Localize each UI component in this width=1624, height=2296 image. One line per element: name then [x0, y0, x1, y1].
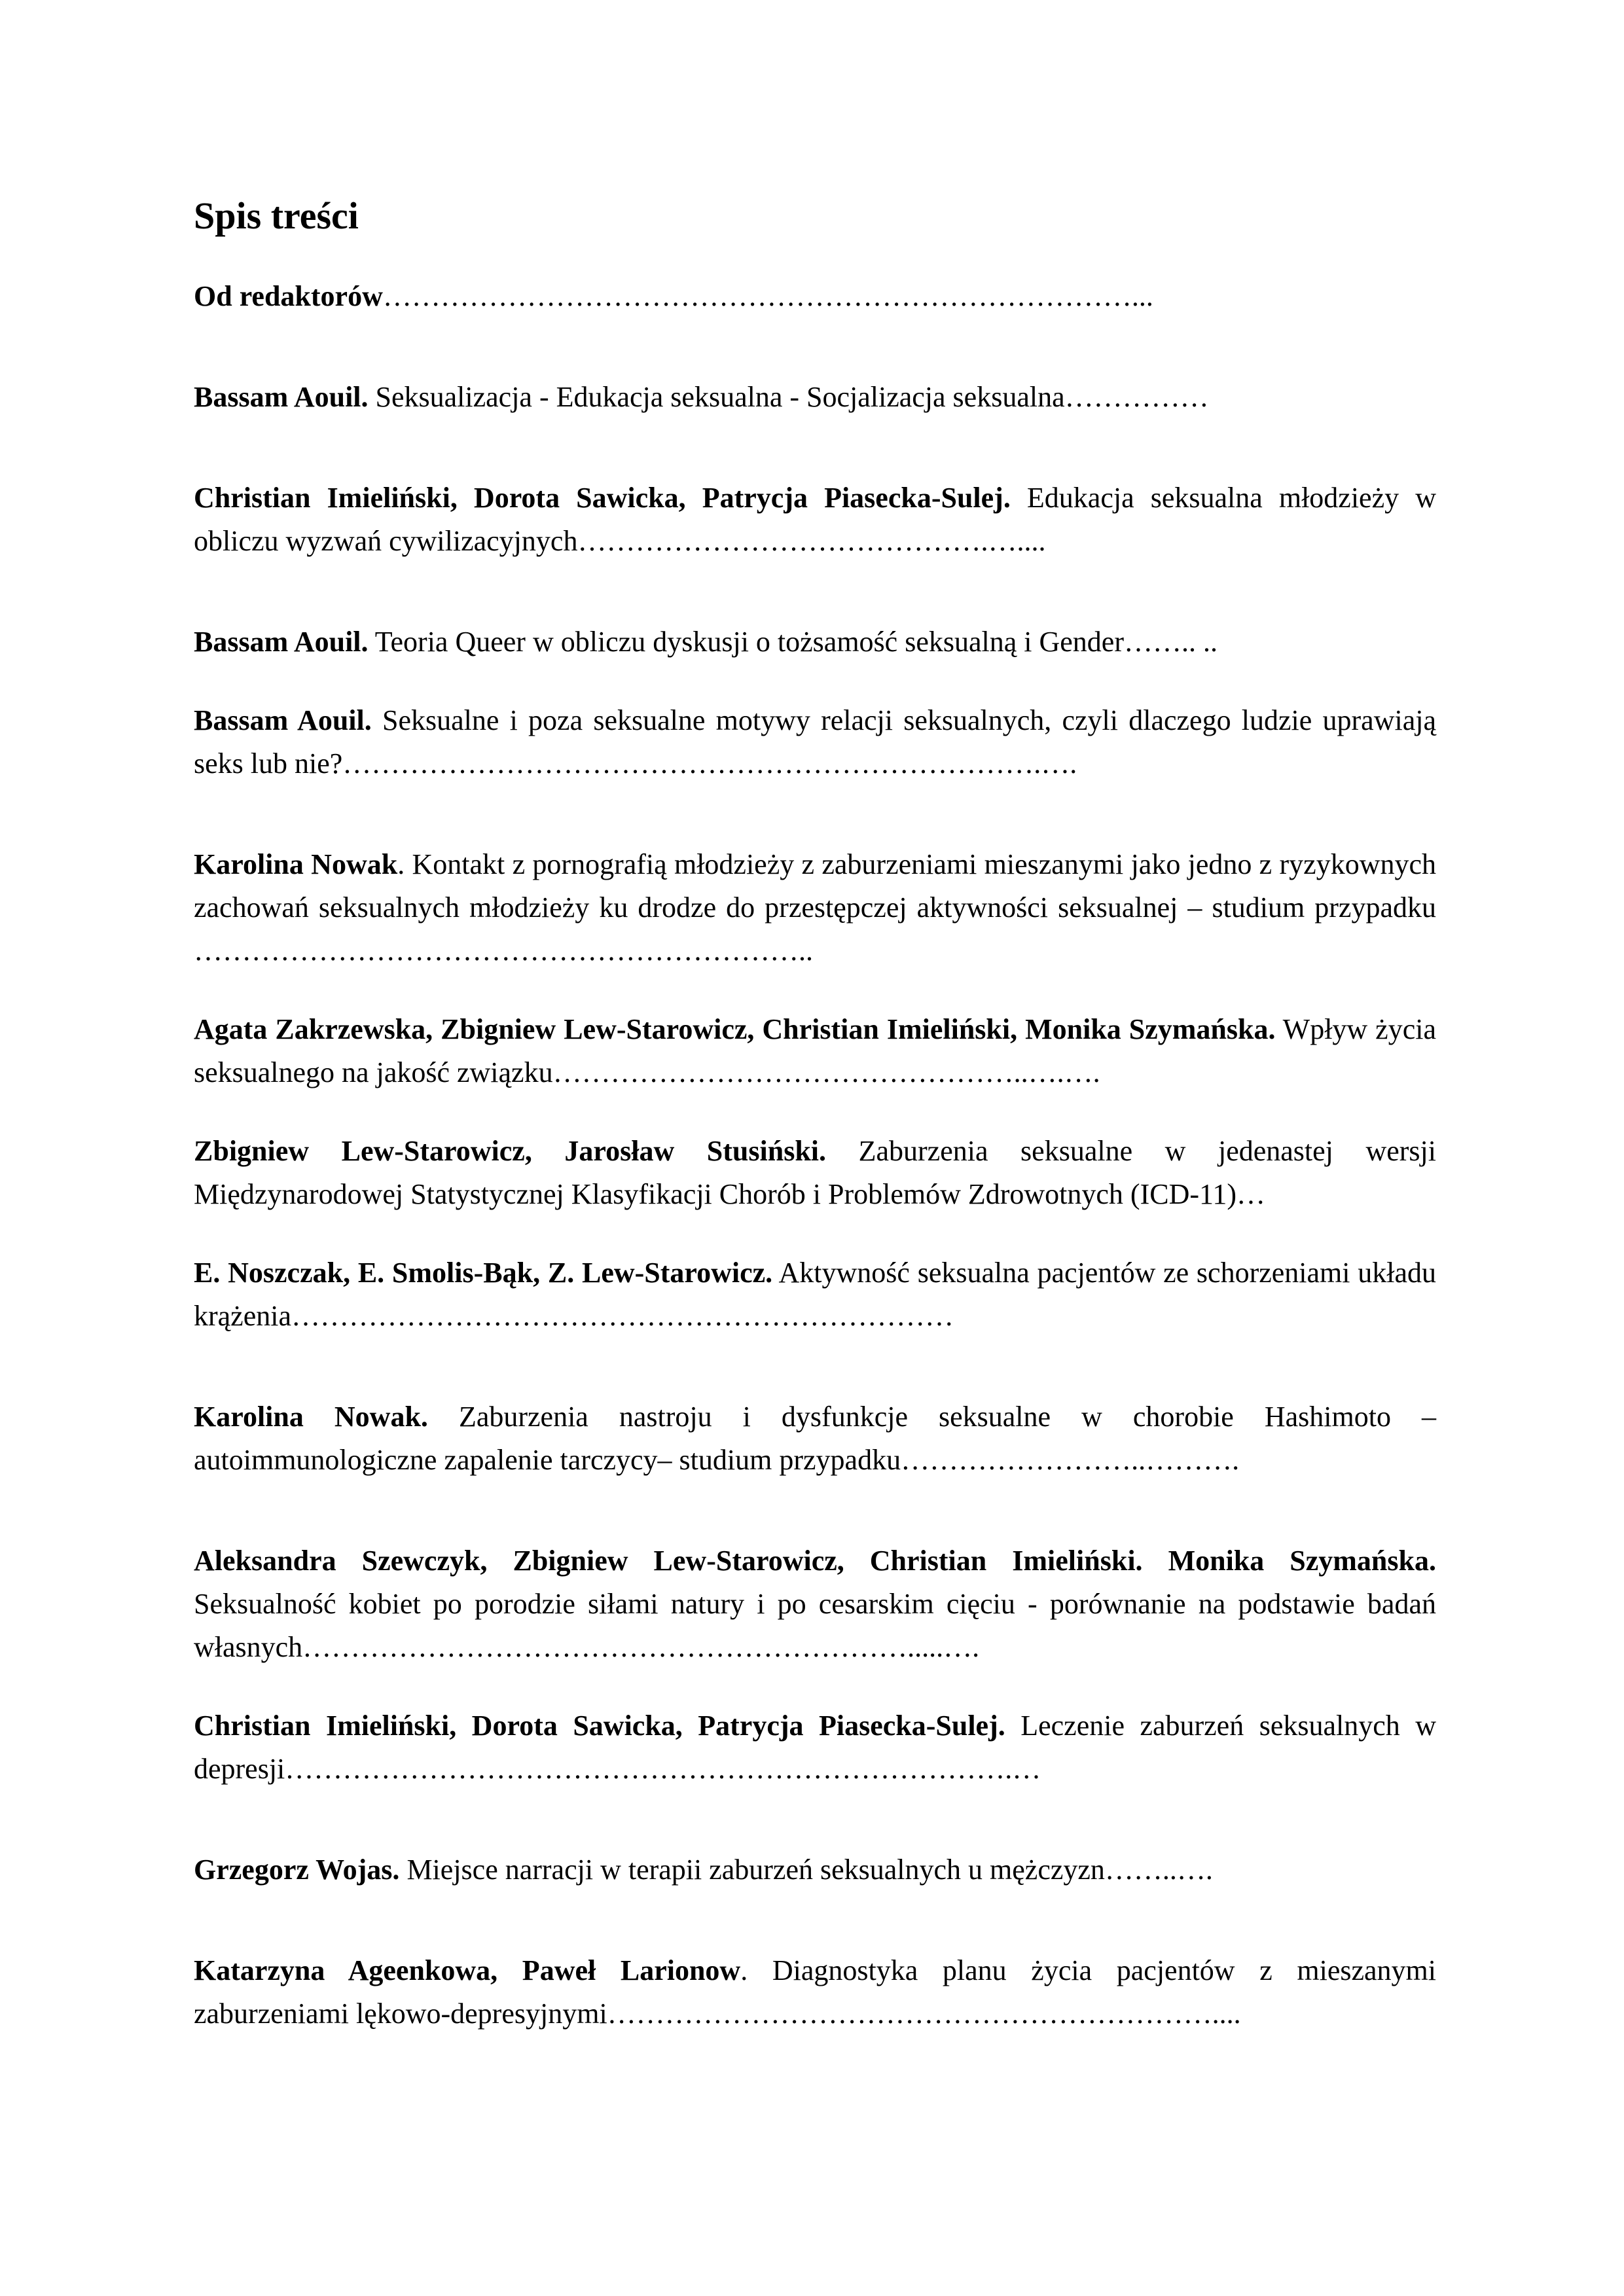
- toc-entry: [194, 620, 1436, 664]
- toc-entry-title: Leczenie zaburzeń seksualnych w depresji………………………………………………………………….…: [194, 1710, 1436, 1785]
- toc-entry: [194, 1539, 1436, 1669]
- toc-entry: [194, 699, 1436, 785]
- toc-entry-authors: Karolina Nowak.: [194, 1401, 428, 1433]
- toc-entry-authors: Bassam Aouil.: [194, 704, 372, 736]
- toc-entry-title: Seksualizacja - Edukacja seksualna - Socjalizacja seksualna……………: [368, 381, 1209, 413]
- toc-entry-authors: Katarzyna Ageenkowa, Paweł Larionow: [194, 1954, 741, 1986]
- toc-entry-authors: Christian Imieliński, Dorota Sawicka, Patrycja Piasecka-Sulej.: [194, 482, 1011, 514]
- page-title: Spis treści: [194, 194, 359, 237]
- toc-entry-authors: Agata Zakrzewska, Zbigniew Lew-Starowicz, Christian Imieliński, Monika Szymańska.: [194, 1013, 1276, 1045]
- toc-entry: [194, 1130, 1436, 1216]
- toc-entry: [194, 1395, 1436, 1482]
- toc-entry-title: Seksualne i poza seksualne motywy relacji seksualnych, czyli dlaczego ludzie uprawiają seks lub nie?……………………………………………………………….….: [194, 704, 1436, 780]
- toc-entry-title: Teoria Queer w obliczu dyskusji o tożsamość seksualną i Gender…….. ..: [368, 626, 1218, 658]
- toc-entry-title: ……………………………………………………………………...: [382, 280, 1153, 312]
- toc-entry-title: Aktywność seksualna pacjentów ze schorzeniami układu krążenia……………………………………………………………: [194, 1257, 1436, 1332]
- toc-entry-title: Edukacja seksualna młodzieży w obliczu wyzwań cywilizacyjnych…………………………………….…....: [194, 482, 1436, 557]
- toc-entry: [194, 476, 1436, 563]
- toc-entry-authors: Grzegorz Wojas.: [194, 1854, 400, 1886]
- toc-entry: [194, 275, 1436, 318]
- toc-entry: [194, 1704, 1436, 1791]
- toc-entry-title: Wpływ życia seksualnego na jakość związku…………………………………………..….….: [194, 1013, 1436, 1088]
- table-of-contents: [194, 190, 1436, 2036]
- toc-entry-title: . Kontakt z pornografią młodzieży z zaburzeniami mieszanymi jako jedno z ryzykownych zachowań seksualnych młodzieży ku drodze do przestępczej aktywności seksualnej – studium przypadku ………………………………………………………..: [194, 848, 1437, 967]
- toc-entry-authors: E. Noszczak, E. Smolis-Bąk, Z. Lew-Starowicz.: [194, 1257, 773, 1289]
- toc-entry: [194, 1949, 1436, 2036]
- toc-entry-title: Seksualność kobiet po porodzie siłami natury i po cesarskim cięciu - porównanie na podstawie badań własnych……………………………………………………….....….: [194, 1588, 1436, 1663]
- toc-entry: [194, 376, 1436, 419]
- toc-entry-title: Zaburzenia seksualne w jedenastej wersji Międzynarodowej Statystycznej Klasyfikacji Chorób i Problemów Zdrowotnych (ICD-11)…: [194, 1135, 1436, 1210]
- toc-entry-authors: Aleksandra Szewczyk, Zbigniew Lew-Starowicz, Christian Imieliński. Monika Szymańska.: [194, 1545, 1436, 1577]
- toc-entry: [194, 1008, 1436, 1094]
- toc-entry-authors: Christian Imieliński, Dorota Sawicka, Patrycja Piasecka-Sulej.: [194, 1710, 1005, 1742]
- toc-entry-authors: Zbigniew Lew-Starowicz, Jarosław Stusiński.: [194, 1135, 827, 1167]
- toc-entry: [194, 1251, 1436, 1338]
- toc-entry: [194, 843, 1436, 973]
- toc-entry-title: Miejsce narracji w terapii zaburzeń seksualnych u mężczyzn……..….: [399, 1854, 1213, 1886]
- toc-entry-title: Zaburzenia nastroju i dysfunkcje seksualne w chorobie Hashimoto – autoimmunologiczne zapalenie tarczycy– studium przypadku……………………..……….: [194, 1401, 1436, 1476]
- toc-entry-title: . Diagnostyka planu życia pacjentów z mieszanymi zaburzeniami lękowo-depresyjnymi………………………………………………………....: [194, 1954, 1436, 2030]
- toc-entry-authors: Bassam Aouil.: [194, 381, 369, 413]
- toc-entry: [194, 1848, 1436, 1892]
- toc-entry-authors: Karolina Nowak: [194, 848, 398, 880]
- toc-entry-authors: Od redaktorów: [194, 280, 383, 312]
- toc-entry-authors: Bassam Aouil.: [194, 626, 369, 658]
